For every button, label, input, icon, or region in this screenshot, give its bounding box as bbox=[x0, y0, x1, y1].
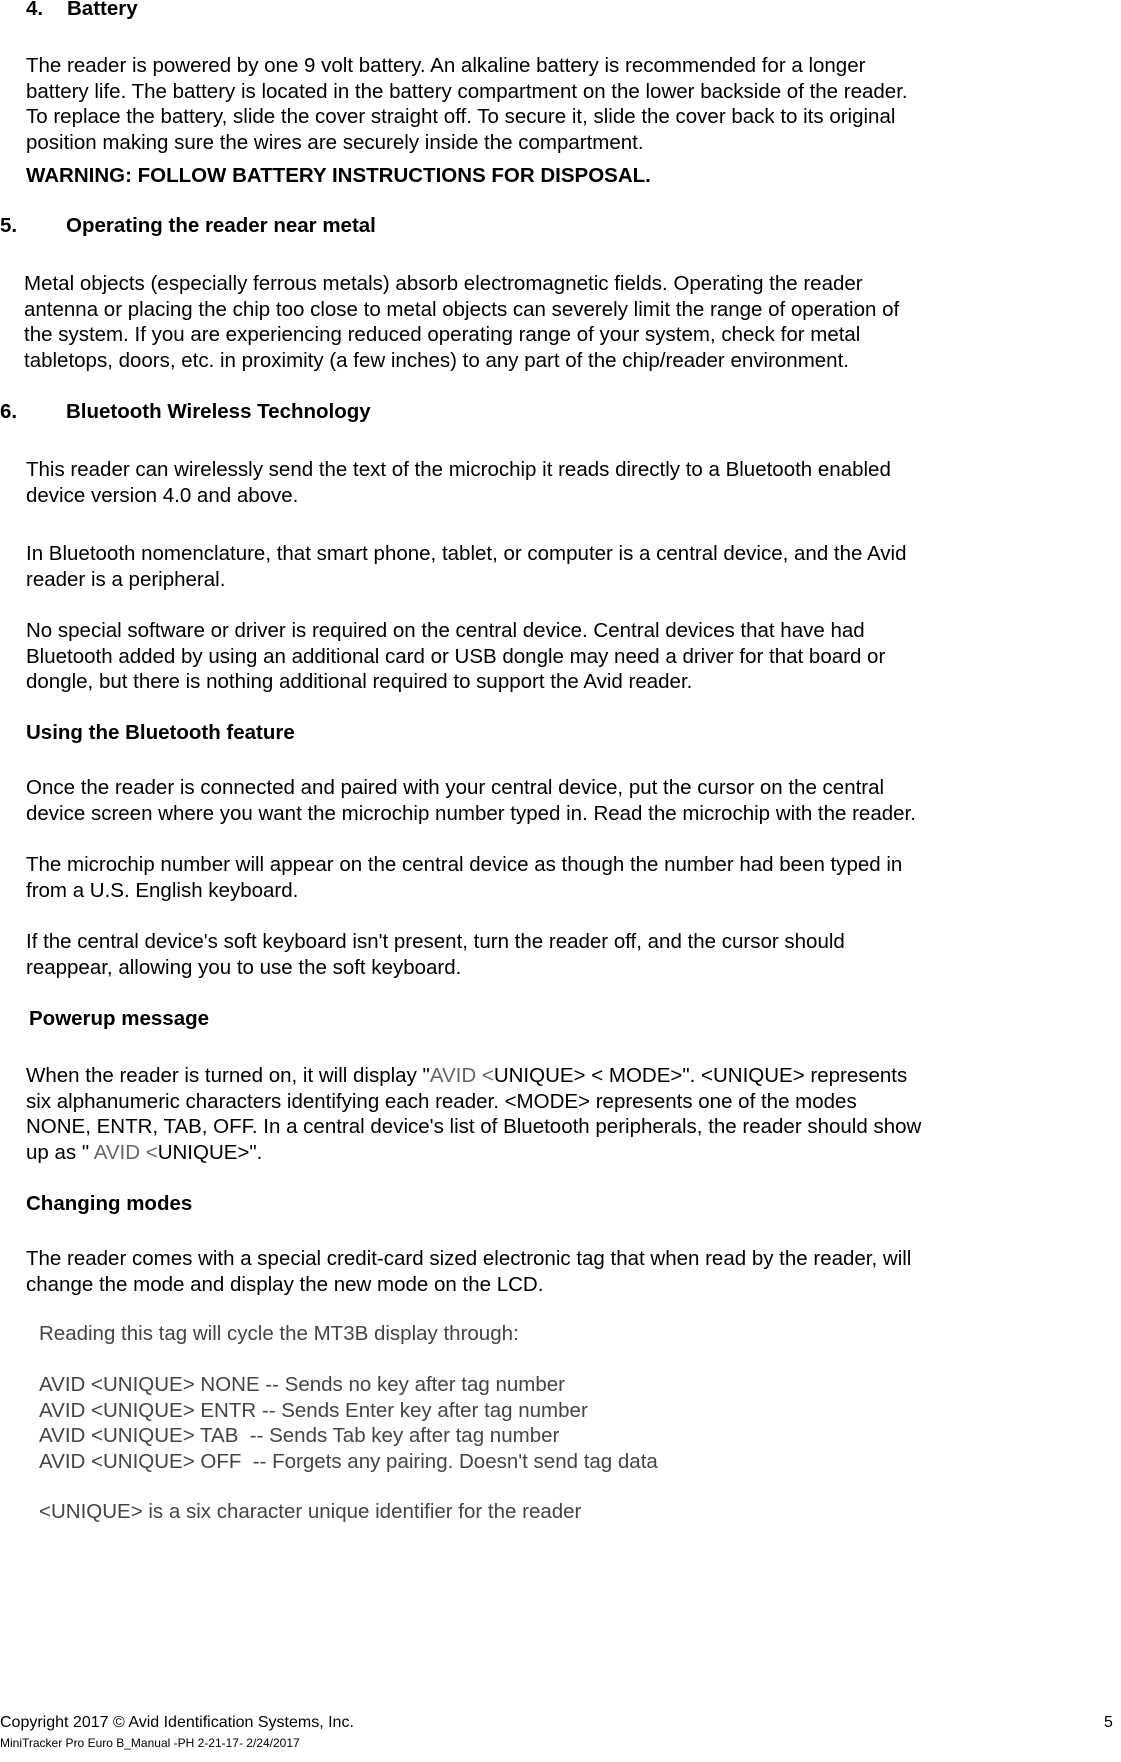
mode-item-tab: AVID <UNIQUE> TAB -- Sends Tab key after tag number bbox=[39, 1424, 560, 1447]
powerup-title: Powerup message bbox=[29, 1007, 210, 1030]
body-line: Bluetooth added by using an additional card or USB dongle may need a driver for that board or bbox=[26, 644, 886, 668]
powerup-text: When the reader is turned on, it will display " bbox=[26, 1064, 430, 1087]
body-line: tabletops, doors, etc. in proximity (a few inches) to any part of the chip/reader environment. bbox=[24, 348, 849, 372]
body-line: battery life. The battery is located in the battery compartment on the lower backside of the reader. bbox=[26, 79, 908, 103]
body-line: If the central device's soft keyboard isn't present, turn the reader off, and the cursor should bbox=[26, 930, 845, 953]
body-line: change the mode and display the new mode on the LCD. bbox=[26, 1272, 544, 1296]
body-line: reappear, allowing you to use the soft keyboard. bbox=[26, 955, 462, 979]
section-4-body bbox=[26, 53, 908, 155]
changing-modes-body bbox=[26, 1246, 911, 1297]
footer-copyright: Copyright 2017 © Avid Identification Systems, Inc. bbox=[0, 1714, 354, 1731]
bluetooth-nomenclature bbox=[26, 541, 907, 592]
using-bluetooth-connect bbox=[26, 775, 916, 826]
body-line: This reader can wirelessly send the text of the microchip it reads directly to a Bluetooth enabled bbox=[26, 458, 891, 481]
bluetooth-software bbox=[26, 618, 885, 695]
body-line: dongle, but there is nothing additional required to support the Avid reader. bbox=[26, 670, 693, 693]
body-line bbox=[26, 1140, 921, 1166]
body-line: device version 4.0 and above. bbox=[26, 483, 299, 507]
section-5-number: 5. bbox=[0, 214, 18, 237]
body-line: reader is a peripheral. bbox=[26, 567, 226, 591]
powerup-text: up as " bbox=[26, 1140, 94, 1164]
body-line: position making sure the wires are securely inside the compartment. bbox=[26, 130, 644, 154]
mode-item-entr: AVID <UNIQUE> ENTR -- Sends Enter key after tag number bbox=[39, 1398, 588, 1422]
body-line: Metal objects (especially ferrous metals) absorb electromagnetic fields. Operating the reader bbox=[24, 272, 863, 295]
body-line: NONE, ENTR, TAB, OFF. In a central device's list of Bluetooth peripherals, the reader should show bbox=[26, 1115, 922, 1138]
body-line: The microchip number will appear on the central device as though the number had been typed in bbox=[26, 853, 903, 876]
section-5-body bbox=[24, 271, 899, 373]
cycle-intro: Reading this tag will cycle the MT3B display through: bbox=[39, 1322, 519, 1345]
section-5-title: Operating the reader near metal bbox=[66, 214, 376, 237]
using-bluetooth-keyboard bbox=[26, 929, 845, 980]
mode-list bbox=[39, 1372, 658, 1474]
body-line: No special software or driver is required on the central device. Central devices that have had bbox=[26, 619, 865, 642]
body-line: the system. If you are experiencing reduced operating range of your system, check for metal bbox=[24, 323, 861, 346]
powerup-text: UNIQUE> < MODE>". <UNIQUE> represents bbox=[493, 1064, 908, 1087]
battery-warning: WARNING: FOLLOW BATTERY INSTRUCTIONS FOR DISPOSAL. bbox=[26, 164, 651, 187]
avid-prefix: AVID < bbox=[429, 1064, 494, 1087]
avid-prefix: AVID < bbox=[93, 1140, 158, 1164]
unique-note: <UNIQUE> is a six character unique identifier for the reader bbox=[39, 1500, 582, 1523]
section-4-title: Battery bbox=[67, 0, 138, 20]
body-line: The reader comes with a special credit-card sized electronic tag that when read by the reader, will bbox=[26, 1247, 912, 1270]
body-line: from a U.S. English keyboard. bbox=[26, 878, 299, 902]
body-line: The reader is powered by one 9 volt battery. An alkaline battery is recommended for a longer bbox=[26, 54, 866, 77]
powerup-body bbox=[26, 1063, 921, 1165]
body-line: In Bluetooth nomenclature, that smart phone, tablet, or computer is a central device, and the Avid bbox=[26, 542, 907, 565]
using-bluetooth-number bbox=[26, 852, 902, 903]
body-line: antenna or placing the chip too close to metal objects can severely limit the range of operation of bbox=[24, 297, 900, 321]
section-6-number: 6. bbox=[0, 400, 18, 423]
section-4-number: 4. bbox=[26, 0, 44, 20]
body-line: To replace the battery, slide the cover straight off. To secure it, slide the cover back to its original bbox=[26, 105, 896, 128]
section-6-title: Bluetooth Wireless Technology bbox=[66, 400, 371, 423]
body-line: six alphanumeric characters identifying each reader. <MODE> represents one of the modes bbox=[26, 1089, 857, 1113]
mode-item-none: AVID <UNIQUE> NONE -- Sends no key after tag number bbox=[39, 1373, 565, 1396]
mode-item-off: AVID <UNIQUE> OFF -- Forgets any pairing. Doesn't send tag data bbox=[39, 1449, 658, 1473]
body-line bbox=[26, 1063, 921, 1089]
body-line: Once the reader is connected and paired with your central device, put the cursor on the central bbox=[26, 776, 885, 799]
page-number: 5 bbox=[1104, 1714, 1113, 1731]
using-bluetooth-title: Using the Bluetooth feature bbox=[26, 721, 295, 744]
powerup-text: UNIQUE>". bbox=[157, 1140, 263, 1164]
changing-modes-title: Changing modes bbox=[26, 1192, 193, 1215]
bluetooth-intro bbox=[26, 457, 891, 508]
body-line: device screen where you want the microchip number typed in. Read the microchip with the reader. bbox=[26, 801, 916, 825]
footer-doc-id: MiniTracker Pro Euro B_Manual -PH 2-21-17- 2/24/2017 bbox=[0, 1736, 300, 1750]
